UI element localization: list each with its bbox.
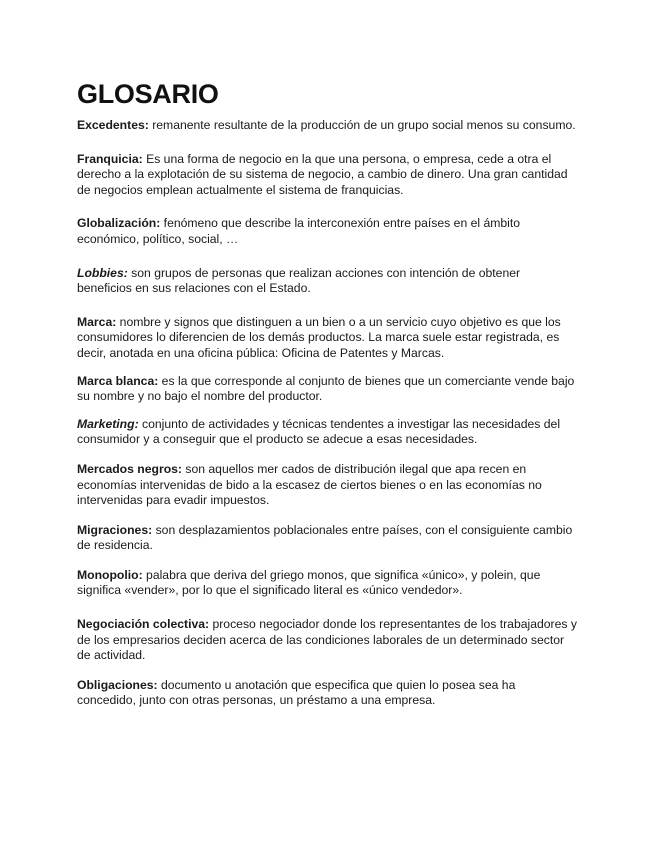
glossary-term: Globalización:: [77, 216, 161, 231]
glossary-entry-obligaciones: [77, 678, 577, 709]
page-title: GLOSARIO: [77, 79, 219, 109]
glossary-page: [77, 78, 577, 727]
glossary-entry-marketing: [77, 417, 577, 448]
glossary-entry-excedentes: [77, 118, 577, 134]
glossary-entry-marca: [77, 315, 577, 362]
glossary-entry-lobbies: [77, 266, 577, 297]
glossary-term: Lobbies:: [77, 265, 128, 280]
glossary-definition: documento u anotación que especifica que quien lo posea sea ha concedido, junto con otras personas, un préstamo a una empresa.: [77, 677, 516, 708]
glossary-entry-negociacion-colectiva: [77, 617, 577, 664]
glossary-definition: proceso negociador donde los representantes de los trabajadores y de los empresarios deciden acerca de las condiciones laborales de un determinado sector de actividad.: [77, 617, 577, 663]
glossary-definition: nombre y signos que distinguen a un bien o a un servicio cuyo objetivo es que los consumidores lo diferencien de los demás productos. La marca suele estar registrada, es decir, anotada en una oficina pública: Oficina de Patentes y Marcas.: [77, 314, 561, 360]
glossary-definition: son grupos de personas que realizan acciones con intención de obtener beneficios en sus relaciones con el Estado.: [77, 265, 521, 296]
glossary-entry-franquicia: [77, 152, 577, 199]
glossary-definition: conjunto de actividades y técnicas tendentes a investigar las necesidades del consumidor y a conseguir que el producto se adecue a esas necesidades.: [77, 416, 561, 447]
glossary-definition: palabra que deriva del griego monos, que significa «único», y polein, que significa «vender», por lo que el significado literal es «único vendedor».: [77, 567, 541, 598]
glossary-term: Negociación colectiva:: [77, 617, 210, 632]
glossary-definition: Es una forma de negocio en la que una persona, o empresa, cede a otra el derecho a la explotación de su sistema de negocio, a cambio de dinero. Una gran cantidad de negocios emplean actualmente el sistema de franquicias.: [77, 151, 568, 197]
glossary-term: Marca blanca:: [77, 373, 159, 388]
glossary-definition: remanente resultante de la producción de un grupo social menos su consumo.: [148, 118, 576, 132]
glossary-definition: fenómeno que describe la interconexión entre países en el ámbito económico, político, social, …: [77, 216, 521, 246]
glossary-term: Marca:: [77, 314, 117, 329]
glossary-entry-marca-blanca: [77, 374, 577, 405]
glossary-definition: es la que corresponde al conjunto de bienes que un comerciante vende bajo su nombre y no bajo el nombre del productor.: [77, 373, 575, 404]
glossary-entry-globalizacion: [77, 216, 577, 247]
glossary-term: Monopolio:: [77, 567, 143, 582]
glossary-definition: son desplazamientos poblacionales entre países, con el consiguiente cambio de residencia.: [77, 522, 573, 553]
glossary-definition: son aquellos mer cados de distribución ilegal que apa recen en economías intervenidas de bido a la escasez de ciertos bienes o en las economías no intervenidas para evadir impuestos.: [77, 461, 542, 508]
glossary-term: Mercados negros:: [77, 461, 182, 476]
glossary-term: Excedentes:: [77, 118, 149, 132]
glossary-term: Marketing:: [77, 416, 139, 431]
glossary-term: Obligaciones:: [77, 677, 158, 692]
glossary-term: Franquicia:: [77, 151, 143, 166]
glossary-entry-monopolio: [77, 568, 577, 599]
glossary-entry-mercados-negros: [77, 462, 577, 509]
glossary-term: Migraciones:: [77, 522, 153, 537]
glossary-entry-migraciones: [77, 523, 577, 554]
